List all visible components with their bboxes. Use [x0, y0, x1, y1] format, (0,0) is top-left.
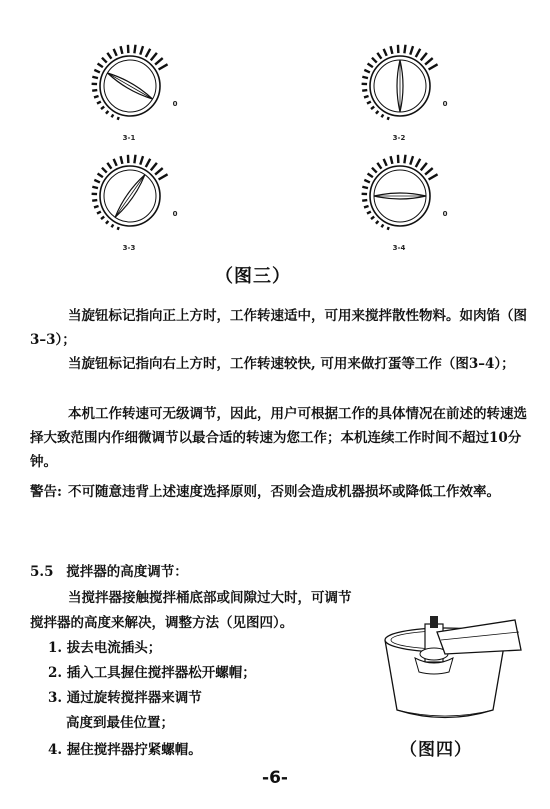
warning-text: 不可随意违背上述速度选择原则，否则会造成机器损坏或降低工作效率。 — [68, 484, 500, 500]
dial-3-4 — [345, 148, 455, 268]
section-title: 搅拌器的高度调节： — [66, 564, 188, 580]
dial-3-1 — [75, 38, 185, 158]
dial-label: 3-2 — [392, 134, 406, 142]
page-number: -6- — [262, 768, 288, 788]
knob-3-4-icon — [345, 148, 455, 248]
section-heading — [30, 560, 188, 580]
step-3: 3. 通过旋转搅拌器来调节 — [48, 690, 202, 706]
dial-max-label: 0 — [442, 100, 448, 108]
step-1: 1. 拔去电流插头； — [48, 640, 162, 656]
section-number: 5.5 — [30, 564, 54, 580]
dial-label: 3-4 — [392, 244, 406, 252]
dial-max-label: 0 — [172, 100, 178, 108]
section-intro-line1: 当搅拌器接触搅拌桶底部或间隙过大时，可调节 — [68, 590, 352, 606]
figure-3-caption: （图三） — [215, 266, 291, 287]
knob-3-1-icon — [75, 38, 185, 138]
warning-label: 警告: — [30, 484, 62, 500]
dial-3-2 — [345, 38, 455, 158]
step-2: 2. 插入工具握住搅拌器松开螺帽； — [48, 665, 256, 681]
warning-block — [30, 480, 530, 504]
dial-3-3 — [75, 148, 185, 268]
dial-label: 3-3 — [122, 244, 136, 252]
paragraph-speed-fast: 当旋钮标记指向右上方时，工作转速较快, 可用来做打蛋等工作（图3–4）； — [68, 356, 515, 372]
figure-4-caption: （图四） — [400, 740, 472, 760]
step-3-continued: 高度到最佳位置； — [66, 715, 174, 731]
knob-3-2-icon — [345, 38, 455, 138]
dial-label: 3-1 — [122, 134, 136, 142]
mixer-bowl-wrench-icon — [375, 610, 525, 730]
knob-3-3-icon — [75, 148, 185, 248]
dial-max-label: 0 — [442, 210, 448, 218]
section-intro-line2: 搅拌器的高度来解决，调整方法（见图四）。 — [30, 615, 294, 631]
paragraph-speed-medium: 当旋钮标记指向正上方时，工作转速适中，可用来搅拌散性物料。如肉馅（图3–3）； — [30, 308, 527, 348]
paragraph-speed-adjust: 本机工作转速可无级调节，因此，用户可根据工作的具体情况在前述的转速选择大致范围内作细微调节以最合适的转速为您工作；本机连续工作时间不超过10分钟。 — [30, 406, 527, 470]
dial-max-label: 0 — [172, 210, 178, 218]
step-4: 4. 握住搅拌器拧紧螺帽。 — [48, 742, 202, 758]
